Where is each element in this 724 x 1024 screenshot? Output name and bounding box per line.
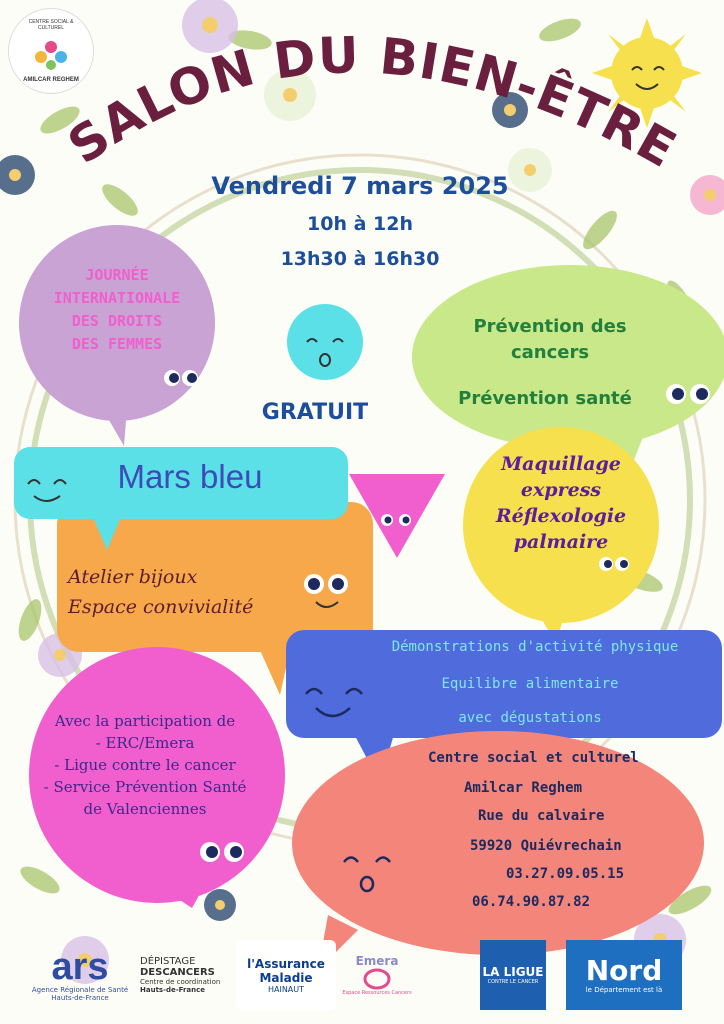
demos-line3: avec dégustations xyxy=(458,710,602,726)
address-line: Rue du calvaire xyxy=(478,808,605,824)
womens-day-line: INTERNATIONALE xyxy=(53,289,181,307)
ligue-logo-line: LA LIGUE xyxy=(482,965,544,979)
assurance-logo-line: l'Assurance xyxy=(247,956,325,971)
womens-day-line: DES DROITS xyxy=(71,312,163,330)
assurance-maladie-logo xyxy=(236,940,336,1010)
nord-logo xyxy=(566,940,682,1010)
prevention-line1: Prévention des xyxy=(473,316,627,337)
participation-bubble xyxy=(30,700,260,830)
emera-logo-line: Emera xyxy=(355,954,399,968)
participation-line: - ERC/Emera xyxy=(95,734,195,752)
atelier-line1: Atelier bijoux xyxy=(68,566,198,588)
la-ligue-logo xyxy=(480,940,546,1010)
hours-morning: 10h à 12h xyxy=(307,213,413,235)
face-eyes-icon xyxy=(162,368,202,388)
beauty-line: express xyxy=(520,479,602,501)
beauty-line: Réflexologie xyxy=(495,505,627,527)
depistage-logo xyxy=(140,940,240,1010)
prevention-line2: cancers xyxy=(510,342,590,363)
participation-line: - Service Prévention Santé xyxy=(43,778,247,796)
smiley-face-icon xyxy=(340,850,410,900)
mars-bleu-label: Mars bleu xyxy=(117,458,263,495)
nord-logo-line: le Département est là xyxy=(585,986,663,994)
demos-line2: Equilibre alimentaire xyxy=(441,676,619,692)
beauty-line: palmaire xyxy=(513,531,609,553)
face-eyes-icon xyxy=(198,840,246,864)
event-title xyxy=(0,0,724,200)
depistage-logo-line: Hauts-de-France xyxy=(140,986,206,994)
smiley-face-icon xyxy=(300,680,380,730)
hours-afternoon: 13h30 à 16h30 xyxy=(280,248,440,270)
ars-logo-line: Hauts-de-France xyxy=(51,994,109,1002)
org-badge-top-text: CENTRE SOCIAL & CULTUREL xyxy=(28,19,74,31)
depistage-logo-line: DÉPISTAGE xyxy=(140,956,196,967)
smiley-face-icon xyxy=(300,572,360,622)
smiley-face-icon xyxy=(24,470,84,510)
prevention-line3: Prévention santé xyxy=(458,388,632,409)
phone-number: 03.27.09.05.15 xyxy=(506,866,625,882)
womens-day-bubble xyxy=(22,245,212,375)
assurance-logo-line: HAINAUT xyxy=(267,984,305,994)
atelier-line2: Espace convivialité xyxy=(68,596,254,618)
smiley-face-icon xyxy=(285,302,365,382)
participation-line: de Valenciennes xyxy=(83,800,207,818)
ligue-logo-line: CONTRE LE CANCER xyxy=(487,979,539,985)
svg-text:SALON DU BIEN-ÊTRE xyxy=(58,26,686,179)
beauty-bubble xyxy=(466,448,656,558)
free-label: GRATUIT xyxy=(261,400,369,425)
face-eyes-icon xyxy=(598,555,632,573)
event-date: Vendredi 7 mars 2025 xyxy=(211,172,509,200)
title-text: SALON DU BIEN-ÊTRE xyxy=(57,26,687,180)
assurance-logo-line: Maladie xyxy=(259,970,313,985)
face-eyes-icon xyxy=(664,382,714,406)
womens-day-line: JOURNÉE xyxy=(85,266,149,284)
ars-logo-line: Agence Régionale de Santé xyxy=(31,986,129,994)
emera-logo-line: Espace Ressources Cancers xyxy=(342,990,412,996)
nord-logo-line: Nord xyxy=(585,954,663,987)
demos-line1: Démonstrations d'activité physique xyxy=(391,639,679,655)
beauty-line: Maquillage xyxy=(501,453,621,475)
emera-logo xyxy=(342,940,412,1010)
ars-logo-mark: ars xyxy=(51,946,109,988)
womens-day-line: DES FEMMES xyxy=(71,335,163,353)
depistage-logo-line: Centre de coordination xyxy=(140,978,221,986)
phone-number: 06.74.90.87.82 xyxy=(472,894,591,910)
depistage-logo-line: DESCANCERS xyxy=(140,967,215,978)
address-line: 59920 Quiévrechain xyxy=(470,838,622,854)
address-line: Centre social et culturel xyxy=(428,750,639,766)
org-badge-bottom-text: AMILCAR REGHEM xyxy=(23,77,79,83)
ars-logo xyxy=(20,940,140,1010)
participation-line: - Ligue contre le cancer xyxy=(54,756,236,774)
participation-line: Avec la participation de xyxy=(54,712,236,730)
emera-ring-icon xyxy=(362,968,392,990)
address-line: Amilcar Reghem xyxy=(464,780,583,796)
